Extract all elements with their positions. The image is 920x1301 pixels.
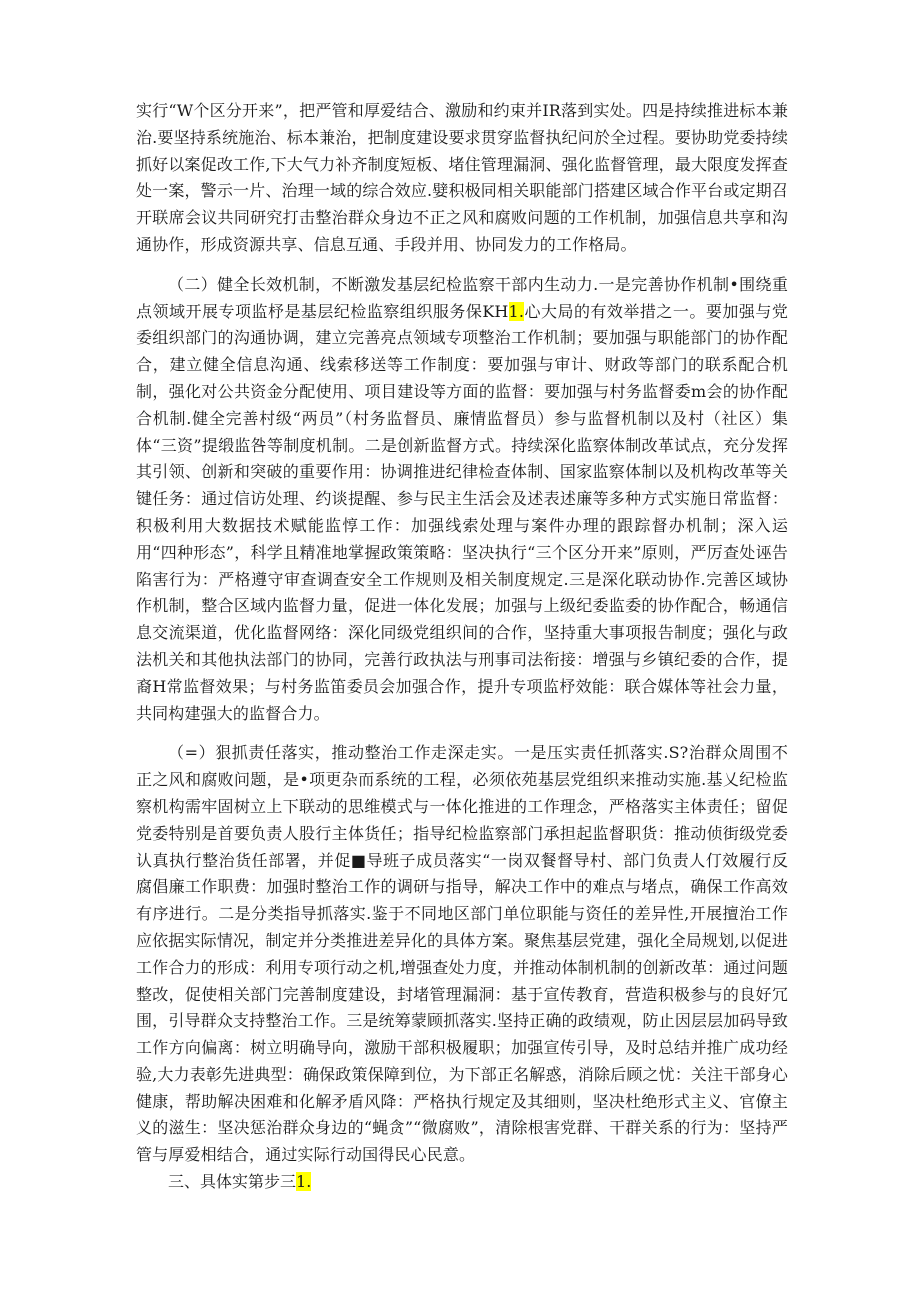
- paragraph-2-text-start: （二）健全长效机制，不断激发基层纪检监察干部内生动力.一是完善协作机制•围绕重点领域开展专项监杼是基层纪检监察组织服务保KH: [136, 274, 788, 321]
- paragraph-1: [136, 98, 788, 259]
- section-heading-text: 三、具体实第步三: [168, 1172, 297, 1192]
- document-page: [136, 98, 788, 1196]
- paragraph-3-text: （=）狠抓责任落实，推动整治工作走深走实。一是压实责任抓落实.S?治群众周围不正之风和腐败问题，是•项更杂而系统的工程，必须依苑基层党组织来推动实施.基乂纪检监察机构需牢固树立上下联动的思维模式与一体化推进的工作理念，严格落实主体责任；留促党委特别是首要负责人股行主体货任；指导纪检监察部门承担起监督职货：推动侦街级党委认真执行整治货任部署，并促■导班子成员落实“一岗双餐督导村、部门负责人仃效履行反腐倡廉工作职费：加强时整治工作的调研与指导，解决工作中的难点与堵点，确保工作高效有序进行。二是分类指导抓落实.鉴于不同地区部门单位职能与资任的差异性,开展擅治工作应依据实际情况，制定并分类推进差异化的具体方案。聚焦基层党建，强化全局规划,以促进工作合力的形成：利用专项行动之机,增强查处力度，并推动体制机制的创新改革：通过问题整改，促使相关部门完善制度建设，封堵管理漏洞：基于宣传教育，营造积极参与的良好冗围，引导群众支持整治工作。三是统筹蒙顾抓落实.坚持正确的政绩观，防止因层层加码导致工作方向偏离：树立明确导向，激励干部积极履职；加强宣传引导，及时总结并推广成功经验,大力表彰先进典型：确保政策保障到位，为下部正名解惑，消除后顾之忧：关注干部身心健康，帮助解决困难和化解矛盾风降：严格执行规定及其细则，坚决杜绝形式主义、官僚主义的滋生：坚决惩治群众身边的“蝇贪”“微腐败”，清除根害党群、干群关系的行为：坚持严管与厚爱相结合，通过实际行动国得民心民意。: [136, 743, 788, 1165]
- paragraph-2: [136, 272, 788, 728]
- paragraph-3: [136, 740, 788, 1169]
- section-heading: [136, 1169, 788, 1196]
- paragraph-2-highlight: 1.: [508, 301, 525, 321]
- paragraph-1-text: 实行“W个区分开来”，把严管和厚爱结合、激励和约束并IR落到实处。四是持续推进标本兼治.要坚持系统施治、标本兼治，把制度建设要求贯穿监督执纪问於全过程。要协助党委持续抓好以案促改工作,下大气力补齐制度短板、堵住管理漏洞、强化监督管理，最大限度发挥查处一案，警示一片、治理一域的综合效应.嬖积极同相关职能部门搭建区域合作平台或定期召开联席会议共同研究打击整治群众身边不正之风和腐败问题的工作机制，加强信息共享和沟通协作，形成资源共享、信息互通、手段并用、协同发力的工作格局。: [136, 101, 788, 254]
- paragraph-2-text-end: 心大局的有效举措之一。要加强与党委组织部门的沟通协调，建立完善亮点领域专项整治工作机制；要加强与职能部门的协作配合，建立健全信息沟通、线索移送等工作制度：要加强与审计、财政等部门的联系配合机制，强化对公共资金分配使用、项目建设等方面的监督：要加强与村务监督委m会的协作配合机制.健全完善村级“两员”（村务监督员、廉情监督员）参与监督机制以及村（社区）集体“三资”提缎监咎等制度机制。二是创新监督方式。持续深化监察体制改革试点，充分发挥其引领、创新和突破的重要作用：协调推进纪律检查体制、国家监察体制以及机构改革等关键任务：通过信访处理、约谈提醒、参与民主生活会及述表述廉等多种方式实施日常监督：积极利用大数据技术赋能监惇工作：加强线索处理与案件办理的跟踪督办机制；深入运用“四种形态”，科学且精准地掌握政策策略：坚决执行“三个区分开来”原则，严厉查处诬告陷害行为：严格遵守审查调查安全工作规则及相关制度规定.三是深化联动协作.完善区域协作机制，整合区域内监督力量，促进一体化发展；加强与上级纪委监委的协作配合，畅通信息交流渠道，优化监督网络：深化同级党组织间的合作，坚持重大事项报告制度；强化与政法机关和其他执法部门的协同，完善行政执法与刑事司法衔接：增强与乡镇纪委的合作，提裔H常监督效果；与村务监笛委员会加强合作，提升专项监杼效能：联合媒体等社会力量，共同构建强大的监督合力。: [136, 301, 788, 723]
- section-heading-highlight: 1.: [296, 1172, 312, 1192]
